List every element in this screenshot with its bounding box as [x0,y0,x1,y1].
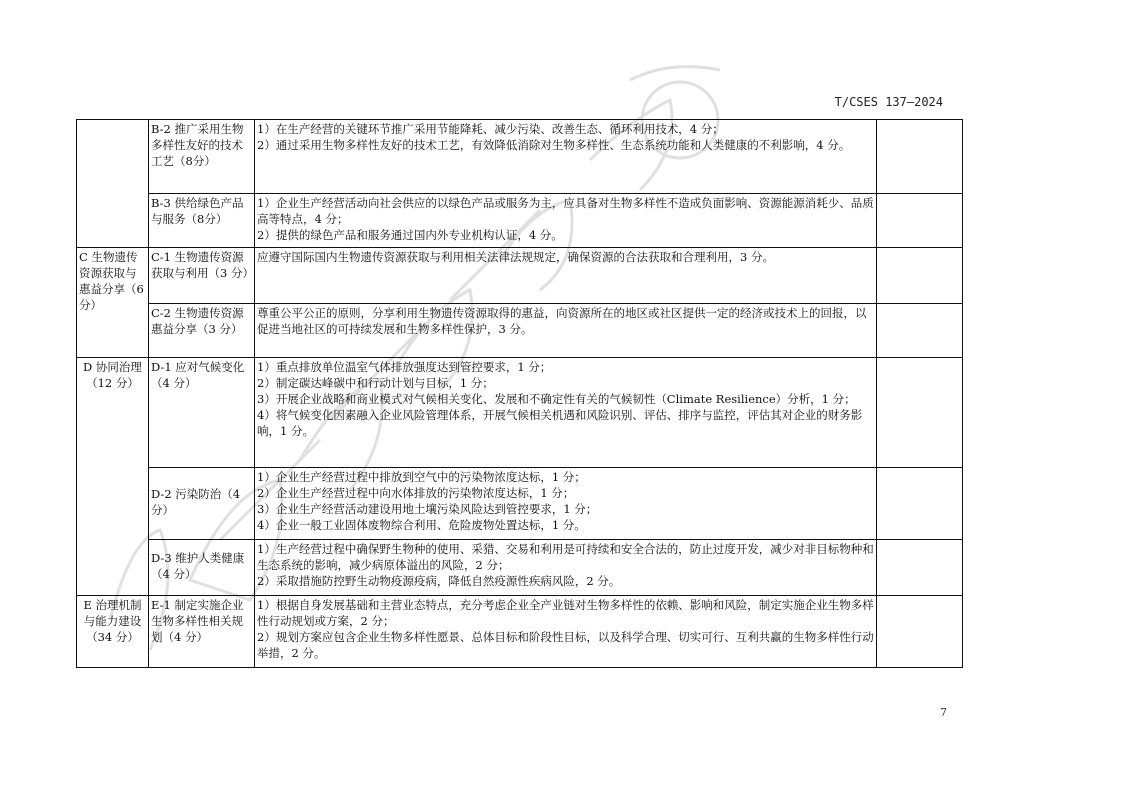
category-cell-d: D 协同治理（12 分） [77,358,149,596]
criteria-line: 1）重点排放单位温室气体排放强度达到管控要求，1 分； [257,360,552,374]
criteria-line: 1）生产经营过程中确保野生物种的使用、采猎、交易和利用是可持续和安全合法的，防止过度开发，减少对非目标物种和生态系统的影响，减少病原体溢出的风险，2 分； [257,542,874,572]
sub-indicator-c2: C-2 生物遗传资源惠益分享（3 分） [149,304,255,358]
criteria-cell-c1 [255,248,877,304]
criteria-line: 1）企业生产经营活动向社会供应的以绿色产品或服务为主，应具备对生物多样性不造成负面影响、资源能源消耗少、品质高等特点，4 分； [257,196,874,226]
criteria-cell-b2 [255,120,877,194]
criteria-line: 1）在生产经营的关键环节推广采用节能降耗、减少污染、改善生态、循环利用技术，4 分； [257,122,724,136]
score-cell [877,248,963,304]
criteria-cell-d3 [255,540,877,596]
table-row [77,304,963,358]
criteria-line: 1）企业生产经营过程中排放到空气中的污染物浓度达标，1 分； [257,470,586,484]
criteria-line: 2）通过采用生物多样性友好的技术工艺，有效降低消除对生物多样性、生态系统功能和人类健康的不利影响，4 分。 [257,138,851,152]
criteria-cell-d1 [255,358,877,468]
score-cell [877,304,963,358]
criteria-cell-d2 [255,468,877,540]
sub-indicator-c1: C-1 生物遗传资源获取与利用（3 分） [149,248,255,304]
sub-indicator-d2: D-2 污染防治（4分） [149,468,255,540]
criteria-line: 2）规划方案应包含企业生物多样性愿景、总体目标和阶段性目标，以及科学合理、切实可行、互利共赢的生物多样性行动举措，2 分。 [257,630,874,660]
criteria-line: 2）制定碳达峰碳中和行动计划与目标，1 分； [257,376,494,390]
score-cell [877,358,963,468]
criteria-cell-c2 [255,304,877,358]
criteria-line: 4）企业一般工业固体废物综合利用、危险废物处置达标，1 分。 [257,518,586,532]
score-cell [877,596,963,668]
category-cell-e: E 治理机制与能力建设（34 分） [77,596,149,668]
sub-indicator-e1: E-1 制定实施企业生物多样性相关规划（4 分） [149,596,255,668]
table-row [77,358,963,468]
score-cell [877,120,963,194]
criteria-line: 4）将气候变化因素融入企业风险管理体系，开展气候相关机遇和风险识别、评估、排序与监控，评估其对企业的财务影响，1 分。 [257,408,863,438]
document-code: T/CSES 137—2024 [834,95,943,109]
criteria-line: 3）开展企业战略和商业模式对气候相关变化、发展和不确定性有关的气候韧性（Climate Resilience）分析，1 分； [257,392,856,406]
sub-indicator-d1: D-1 应对气候变化（4 分） [149,358,255,468]
score-cell [877,468,963,540]
criteria-line: 2）企业生产经营过程中向水体排放的污染物浓度达标，1 分； [257,486,575,500]
criteria-line: 应遵守国际国内生物遗传资源获取与利用相关法律法规规定，确保资源的合法获取和合理利用，3 分。 [257,250,774,264]
criteria-cell-e1 [255,596,877,668]
sub-indicator-d3: D-3 维护人类健康（4 分） [149,540,255,596]
table-row [77,468,963,540]
page-number: 7 [940,706,947,719]
evaluation-table [76,119,963,668]
sub-indicator-b2: B-2 推广采用生物多样性友好的技术工艺（8分） [149,120,255,194]
criteria-cell-b3 [255,194,877,248]
criteria-line: 2）提供的绿色产品和服务通过国内外专业机构认证，4 分。 [257,228,563,242]
table-row [77,540,963,596]
table-row [77,194,963,248]
sub-indicator-b3: B-3 供给绿色产品与服务（8分） [149,194,255,248]
category-cell-c: C 生物遗传资源获取与惠益分享（6分） [77,248,149,358]
criteria-line: 1）根据自身发展基础和主营业态特点，充分考虑企业全产业链对生物多样性的依赖、影响和风险，制定实施企业生物多样性行动规划或方案，2 分； [257,598,874,628]
category-cell-b [77,120,149,248]
score-cell [877,540,963,596]
table-row [77,596,963,668]
criteria-line: 2）采取措施防控野生动物疫源疫病，降低自然疫源性疾病风险，2 分。 [257,574,621,588]
table-row [77,248,963,304]
score-cell [877,194,963,248]
criteria-line: 3）企业生产经营活动建设用地土壤污染风险达到管控要求，1 分； [257,502,598,516]
criteria-line: 尊重公平公正的原则，分享利用生物遗传资源取得的惠益，向资源所在的地区或社区提供一定的经济或技术上的回报，以促进当地社区的可持续发展和生物多样性保护，3 分。 [257,306,867,336]
table-row [77,120,963,194]
